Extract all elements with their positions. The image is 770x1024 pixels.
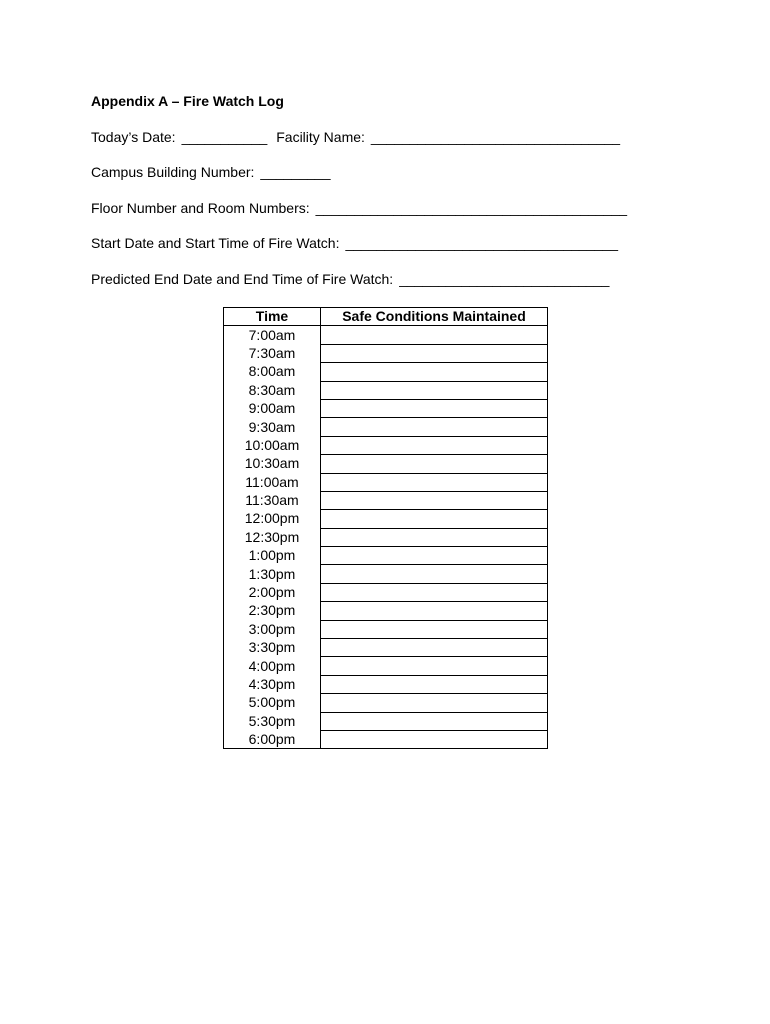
safe-conditions-cell[interactable] <box>321 565 548 583</box>
time-cell: 9:30am <box>224 418 321 436</box>
end-label: Predicted End Date and End Time of Fire Watch: <box>91 271 394 287</box>
safe-conditions-cell[interactable] <box>321 418 548 436</box>
time-cell: 12:30pm <box>224 528 321 546</box>
table-row <box>224 381 548 399</box>
table-row <box>224 528 548 546</box>
table-row <box>224 455 548 473</box>
table-row <box>224 730 548 748</box>
time-cell: 5:00pm <box>224 694 321 712</box>
time-cell: 11:00am <box>224 473 321 491</box>
time-cell: 3:30pm <box>224 639 321 657</box>
table-row <box>224 399 548 417</box>
safe-conditions-cell[interactable] <box>321 602 548 620</box>
todays-date-blank[interactable]: ___________ <box>181 129 268 145</box>
time-cell: 6:00pm <box>224 730 321 748</box>
safe-conditions-cell[interactable] <box>321 694 548 712</box>
time-cell: 10:00am <box>224 436 321 454</box>
safe-conditions-cell[interactable] <box>321 620 548 638</box>
table-row <box>224 326 548 344</box>
time-cell: 12:00pm <box>224 510 321 528</box>
table-row <box>224 565 548 583</box>
safe-conditions-cell[interactable] <box>321 675 548 693</box>
safe-conditions-column-header: Safe Conditions Maintained <box>321 308 548 326</box>
end-blank[interactable]: ___________________________ <box>399 271 610 287</box>
table-row <box>224 620 548 638</box>
safe-conditions-cell[interactable] <box>321 455 548 473</box>
table-row <box>224 491 548 509</box>
document-title: Appendix A – Fire Watch Log <box>91 93 284 109</box>
table-row <box>224 510 548 528</box>
end-date-line <box>91 271 609 287</box>
todays-date-label: Today’s Date: <box>91 129 176 145</box>
table-row <box>224 436 548 454</box>
time-cell: 9:00am <box>224 399 321 417</box>
table-row <box>224 639 548 657</box>
facility-name-label: Facility Name: <box>276 129 365 145</box>
floor-room-blank[interactable]: ________________________________________ <box>315 200 628 216</box>
safe-conditions-cell[interactable] <box>321 473 548 491</box>
safe-conditions-cell[interactable] <box>321 639 548 657</box>
table-row <box>224 675 548 693</box>
time-cell: 5:30pm <box>224 712 321 730</box>
table-row <box>224 363 548 381</box>
time-cell: 8:00am <box>224 363 321 381</box>
safe-conditions-cell[interactable] <box>321 528 548 546</box>
table-row <box>224 473 548 491</box>
table-row <box>224 583 548 601</box>
safe-conditions-cell[interactable] <box>321 712 548 730</box>
time-cell: 4:00pm <box>224 657 321 675</box>
start-blank[interactable]: ___________________________________ <box>345 235 618 251</box>
table-row <box>224 602 548 620</box>
facility-name-blank[interactable]: ________________________________ <box>370 129 621 145</box>
table-row <box>224 694 548 712</box>
time-cell: 2:00pm <box>224 583 321 601</box>
campus-building-label: Campus Building Number: <box>91 164 255 180</box>
safe-conditions-cell[interactable] <box>321 436 548 454</box>
time-cell: 3:00pm <box>224 620 321 638</box>
time-column-header: Time <box>224 308 321 326</box>
start-label: Start Date and Start Time of Fire Watch: <box>91 235 340 251</box>
safe-conditions-cell[interactable] <box>321 730 548 748</box>
safe-conditions-cell[interactable] <box>321 326 548 344</box>
floor-room-line <box>91 200 627 216</box>
time-cell: 7:30am <box>224 344 321 362</box>
time-cell: 2:30pm <box>224 602 321 620</box>
table-row <box>224 547 548 565</box>
safe-conditions-cell[interactable] <box>321 381 548 399</box>
safe-conditions-cell[interactable] <box>321 344 548 362</box>
time-cell: 10:30am <box>224 455 321 473</box>
time-cell: 4:30pm <box>224 675 321 693</box>
table-row <box>224 712 548 730</box>
date-facility-line <box>91 129 620 145</box>
table-row <box>224 418 548 436</box>
safe-conditions-cell[interactable] <box>321 547 548 565</box>
safe-conditions-cell[interactable] <box>321 583 548 601</box>
table-row <box>224 344 548 362</box>
floor-room-label: Floor Number and Room Numbers: <box>91 200 310 216</box>
start-date-line <box>91 235 618 251</box>
time-cell: 8:30am <box>224 381 321 399</box>
time-cell: 1:00pm <box>224 547 321 565</box>
table-body <box>224 326 548 749</box>
table-header-row <box>224 308 548 326</box>
time-cell: 1:30pm <box>224 565 321 583</box>
safe-conditions-cell[interactable] <box>321 399 548 417</box>
table-row <box>224 657 548 675</box>
campus-building-line <box>91 164 330 180</box>
time-cell: 11:30am <box>224 491 321 509</box>
campus-building-blank[interactable]: _________ <box>260 164 331 180</box>
safe-conditions-cell[interactable] <box>321 491 548 509</box>
safe-conditions-cell[interactable] <box>321 657 548 675</box>
safe-conditions-cell[interactable] <box>321 510 548 528</box>
safe-conditions-cell[interactable] <box>321 363 548 381</box>
time-cell: 7:00am <box>224 326 321 344</box>
fire-watch-log-table <box>223 307 548 749</box>
